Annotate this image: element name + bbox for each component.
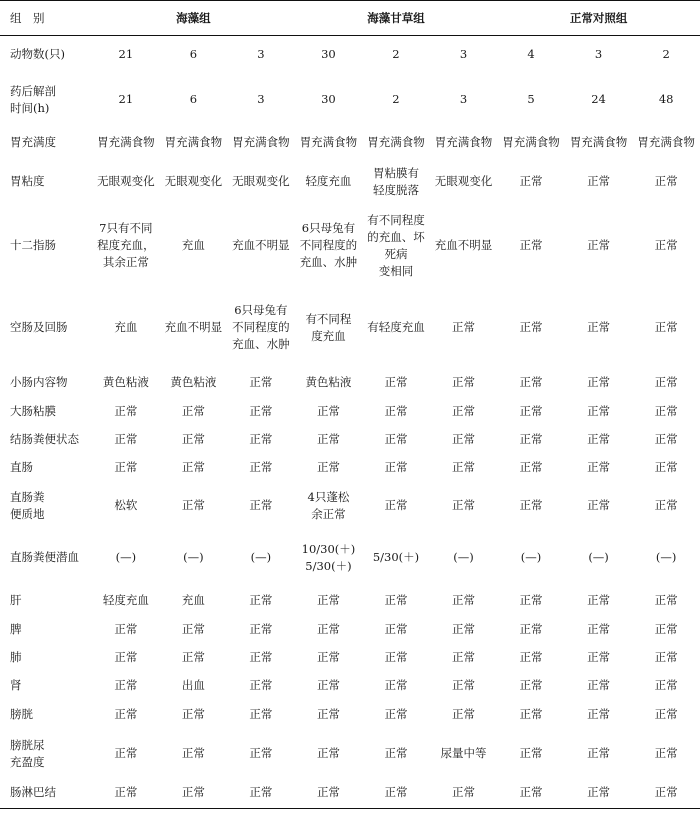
table-cell: 正常 — [316, 404, 340, 418]
row-label: 大肠粘膜 — [10, 404, 56, 418]
table-cell: 正常 — [249, 707, 273, 721]
table-cell: 正常 — [384, 746, 408, 760]
table-cell: 正常 — [295, 778, 363, 809]
table-cell: 正常 — [249, 622, 273, 636]
table-cell: 4 — [527, 47, 535, 62]
table-cell: 无眼观变化 — [232, 174, 290, 188]
table-cell: 正常 — [587, 174, 611, 188]
table-cell: 黄色粘液 — [170, 375, 217, 389]
table-cell: 正常 — [654, 707, 678, 721]
table-cell: 正常 — [316, 678, 340, 692]
table-cell: 5/30(＋) — [372, 550, 420, 564]
table-cell: 3 — [459, 92, 468, 106]
table-row — [0, 74, 700, 126]
table-cell: 胃充满食物 — [232, 135, 290, 149]
table-cell: 正常 — [587, 498, 611, 512]
table-cell: 正常 — [384, 650, 408, 664]
table-row — [0, 730, 700, 778]
table-row — [0, 644, 700, 672]
row-label: 直肠粪便潜血 — [10, 550, 79, 564]
table-cell: 正常 — [384, 707, 408, 721]
table-cell: 轻度充血 — [305, 174, 352, 188]
table-cell: 正常 — [181, 404, 205, 418]
table-cell: 6 — [189, 92, 198, 106]
table-cell: 正常 — [249, 593, 273, 607]
table-cell: (—) — [453, 550, 474, 564]
table-cell: 正常 — [249, 432, 273, 446]
table-cell: 正常 — [632, 778, 700, 809]
table-cell: 正常 — [249, 498, 273, 512]
table-cell: 正常 — [587, 746, 611, 760]
table-cell: 正常 — [92, 778, 160, 809]
table-cell: 正常 — [587, 460, 611, 474]
table-cell: 正常 — [316, 460, 340, 474]
table-row — [0, 672, 700, 700]
row-label: 直肠 — [10, 460, 33, 474]
row-label: 结肠粪便状态 — [10, 432, 79, 446]
table-cell: 48 — [658, 92, 674, 106]
table-cell: 21 — [118, 47, 134, 62]
table-cell: 正常 — [114, 622, 138, 636]
row-label: 动物数(只) — [10, 47, 65, 62]
table-cell: 无眼观变化 — [97, 174, 155, 188]
table-cell: 3 — [594, 47, 603, 62]
table-row — [0, 288, 700, 368]
table-cell: 正常 — [114, 460, 138, 474]
table-cell: 2 — [662, 47, 670, 62]
table-cell: 正常 — [249, 678, 273, 692]
row-label: 小肠内容物 — [10, 375, 68, 389]
row-label: 肠淋巴结 — [0, 778, 92, 809]
row-label: 肾 — [10, 678, 22, 692]
table-cell: 6只母兔有 不同程度的 充血、水肿 — [299, 221, 358, 269]
table-cell: 正常 — [587, 593, 611, 607]
table-cell: 正常 — [519, 678, 543, 692]
table-cell: 正常 — [587, 707, 611, 721]
table-cell: 30 — [321, 92, 336, 106]
table-cell: 正常 — [316, 593, 340, 607]
table-row — [0, 426, 700, 454]
table-cell: 正常 — [181, 622, 205, 636]
table-cell: 有轻度充血 — [367, 320, 425, 334]
table-cell: 正常 — [316, 650, 340, 664]
table-row — [0, 778, 700, 809]
table-cell: 正常 — [181, 650, 205, 664]
table-cell: 胃充满食物 — [164, 135, 223, 149]
table-cell: 胃充满食物 — [502, 135, 560, 149]
row-label: 脾 — [10, 622, 22, 636]
table-cell: 正常 — [181, 498, 205, 512]
table-cell: 正常 — [384, 404, 408, 418]
table-cell: 正常 — [316, 432, 340, 446]
table-cell: 10/30(＋) 5/30(＋) — [301, 541, 356, 573]
table-cell: 正常 — [497, 778, 565, 809]
table-cell: (—) — [520, 550, 542, 564]
table-cell: 6只母兔有 不同程度的 充血、水肿 — [232, 303, 290, 351]
table-cell: 胃充满食物 — [367, 135, 425, 149]
table-row — [0, 398, 700, 426]
table-cell: 充血不明显 — [434, 238, 493, 252]
table-cell: 胃充满食物 — [97, 135, 155, 149]
row-label: 十二指肠 — [10, 238, 56, 252]
table-cell: 正常 — [452, 622, 475, 636]
table-cell: 正常 — [654, 320, 678, 334]
table-cell: 黄色粘液 — [305, 375, 352, 389]
table-cell: 3 — [257, 92, 265, 106]
table-cell: 正常 — [249, 404, 273, 418]
row-label: 直肠粪 便质地 — [10, 489, 45, 521]
table-cell: 正常 — [519, 432, 543, 446]
table-cell: 正常 — [452, 498, 475, 512]
table-cell: 正常 — [587, 238, 611, 252]
table-cell: 轻度充血 — [102, 593, 149, 607]
row-label: 肺 — [10, 650, 22, 664]
row-label: 膀胱 — [10, 707, 33, 721]
table-cell: 正常 — [452, 678, 475, 692]
table-cell: 有不同程 度充血 — [305, 311, 352, 343]
table-cell: 正常 — [587, 650, 611, 664]
table-cell: 6 — [189, 47, 198, 62]
table-cell: 胃充满食物 — [299, 135, 358, 149]
row-label: 胃充满度 — [10, 135, 56, 149]
table-cell: (—) — [588, 550, 609, 564]
table-cell: 有不同程度 的充血、坏死病 变相同 — [367, 212, 425, 278]
table-row — [0, 530, 700, 586]
table-cell: 正常 — [316, 707, 340, 721]
table-cell: 正常 — [654, 622, 678, 636]
table-cell: 正常 — [384, 432, 408, 446]
table-cell: 正常 — [654, 375, 678, 389]
table-cell: 胃充满食物 — [637, 135, 695, 149]
table-cell: 正常 — [519, 460, 543, 474]
table-cell: 3 — [257, 47, 265, 62]
table-cell: 正常 — [452, 375, 475, 389]
table-cell: 5 — [527, 92, 535, 106]
table-cell: 胃充满食物 — [569, 135, 628, 149]
table-cell: 正常 — [519, 375, 543, 389]
table-cell: 30 — [321, 47, 336, 62]
table-cell: 正常 — [114, 707, 138, 721]
table-cell: 正常 — [654, 650, 678, 664]
row-label: 胃粘度 — [10, 174, 45, 188]
table-cell: 正常 — [587, 622, 611, 636]
row-label: 肝 — [10, 593, 22, 607]
table-cell: 无眼观变化 — [434, 174, 493, 188]
table-cell: 充血不明显 — [164, 320, 223, 334]
table-cell: 充血 — [114, 320, 138, 334]
table-cell: 正常 — [587, 320, 611, 334]
table-cell: 正常 — [654, 174, 678, 188]
table-row — [0, 454, 700, 482]
table-cell: 正常 — [654, 746, 678, 760]
table-cell: 正常 — [654, 404, 678, 418]
table-cell: 正常 — [519, 650, 543, 664]
table-cell: 7只有不同 程度充血， 其余正常 — [97, 221, 155, 269]
table-cell: 正常 — [519, 707, 543, 721]
table-cell: 正常 — [362, 778, 430, 809]
table-cell: 正常 — [519, 320, 543, 334]
table-row — [0, 700, 700, 730]
table-cell: 正常 — [249, 375, 273, 389]
corner-header: 组 别 — [0, 1, 92, 36]
group-header: 海藻组 — [92, 1, 295, 36]
table-cell: 4只蓬松 余正常 — [307, 489, 350, 521]
table-row — [0, 482, 700, 530]
table-cell: 正常 — [384, 460, 408, 474]
table-row — [0, 368, 700, 398]
table-cell: 出血 — [181, 678, 205, 692]
table-cell: 正常 — [519, 238, 543, 252]
table-body — [0, 36, 700, 809]
table-cell: (—) — [655, 550, 677, 564]
row-label: 膀胱尿 充盈度 — [10, 737, 45, 769]
table-cell: 正常 — [114, 678, 138, 692]
table-cell: 正常 — [249, 650, 273, 664]
table-cell: 正常 — [587, 678, 611, 692]
table-cell: 正常 — [452, 432, 475, 446]
table-cell: 正常 — [384, 678, 408, 692]
table-row — [0, 616, 700, 644]
table-cell: 正常 — [316, 746, 340, 760]
table-row — [0, 126, 700, 160]
table-cell: 正常 — [452, 320, 475, 334]
table-cell: 正常 — [181, 746, 205, 760]
table-cell: 正常 — [114, 432, 138, 446]
table-cell: 正常 — [384, 375, 408, 389]
table-cell: 2 — [392, 92, 400, 106]
table-cell: 正常 — [181, 707, 205, 721]
table-cell: 正常 — [384, 593, 408, 607]
table-cell: 正常 — [114, 650, 138, 664]
table-cell: 正常 — [384, 498, 408, 512]
table-cell: 正常 — [587, 432, 611, 446]
table-cell: 正常 — [430, 778, 498, 809]
table-cell: 黄色粘液 — [102, 375, 149, 389]
table-cell: 尿量中等 — [440, 746, 487, 760]
table-cell: 正常 — [249, 460, 273, 474]
table-cell: 正常 — [654, 432, 678, 446]
table-cell: 2 — [392, 47, 400, 62]
table-cell: 正常 — [249, 746, 273, 760]
table-cell: 3 — [459, 47, 468, 62]
table-cell: 正常 — [654, 678, 678, 692]
table-cell: 正常 — [587, 375, 611, 389]
group-header: 海藻甘草组 — [295, 1, 498, 36]
table-cell: 正常 — [519, 622, 543, 636]
table-cell: 正常 — [654, 460, 678, 474]
table-cell: 正常 — [452, 707, 475, 721]
table-row — [0, 204, 700, 288]
table-cell: 正常 — [160, 778, 228, 809]
table-cell: 正常 — [114, 746, 138, 760]
group-header: 正常对照组 — [497, 1, 700, 36]
table-cell: 充血 — [181, 593, 205, 607]
table-cell: 松软 — [114, 498, 138, 512]
table-cell: 正常 — [452, 593, 475, 607]
table-cell: 21 — [118, 92, 134, 106]
table-cell: 24 — [591, 92, 606, 106]
table-cell: 正常 — [565, 778, 633, 809]
table-cell: 正常 — [114, 404, 138, 418]
table-cell: 正常 — [654, 593, 678, 607]
table-cell: 正常 — [452, 404, 475, 418]
row-label: 空肠及回肠 — [10, 320, 68, 334]
table-cell: 无眼观变化 — [164, 174, 223, 188]
table-cell: 充血 — [181, 238, 205, 252]
table-cell: 正常 — [519, 174, 543, 188]
header-row — [0, 1, 700, 36]
table-cell: 正常 — [227, 778, 295, 809]
table-cell: 正常 — [181, 432, 205, 446]
table-cell: 正常 — [384, 622, 408, 636]
table-cell: 正常 — [519, 593, 543, 607]
table-cell: 正常 — [587, 404, 611, 418]
row-label: 药后解剖 时间(h) — [10, 83, 56, 115]
table-cell: 胃充满食物 — [434, 135, 493, 149]
table-cell: 正常 — [519, 404, 543, 418]
table-row — [0, 586, 700, 616]
table-cell: 正常 — [519, 746, 543, 760]
table-cell: 正常 — [181, 460, 205, 474]
table-cell: (—) — [183, 550, 204, 564]
table-cell: 正常 — [452, 460, 475, 474]
table-row — [0, 36, 700, 74]
table-cell: 正常 — [519, 498, 543, 512]
table-cell: (—) — [115, 550, 137, 564]
table-cell: 正常 — [316, 622, 340, 636]
table-cell: 正常 — [654, 238, 678, 252]
table-row — [0, 160, 700, 204]
table-cell: 胃粘膜有 轻度脱落 — [372, 165, 419, 197]
table-cell: 正常 — [452, 650, 475, 664]
table-cell: (—) — [250, 550, 272, 564]
table-cell: 充血不明显 — [232, 238, 290, 252]
table-cell: 正常 — [654, 498, 678, 512]
